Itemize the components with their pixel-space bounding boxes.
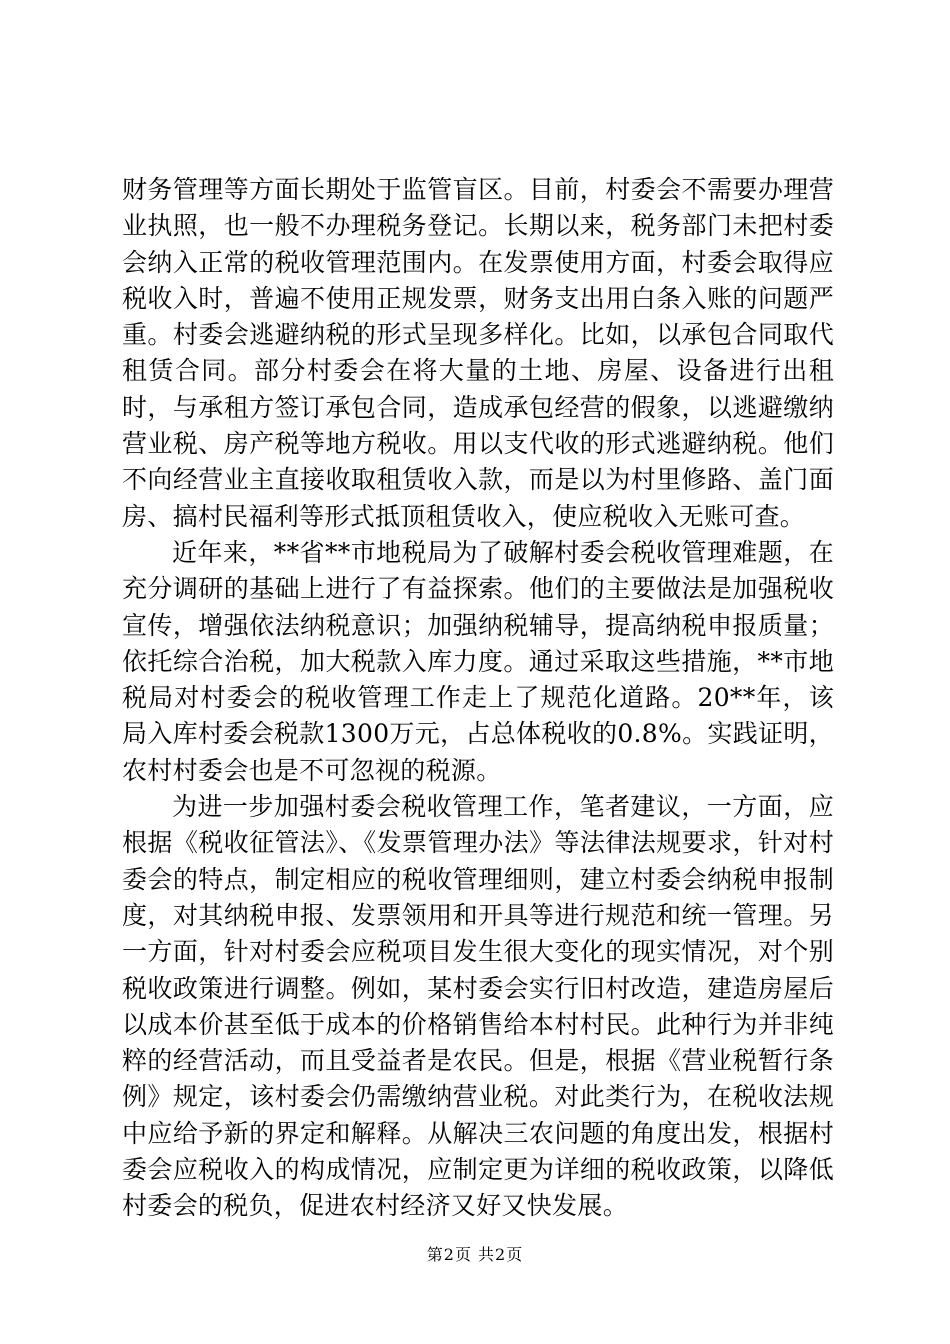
paragraph-2: 近年来，**省**市地税局为了破解村委会税收管理难题，在充分调研的基础上进行了有益探索。他们的主要做法是加强税收宣传，增强依法纳税意识；加强纳税辅导，提高纳税申报质量；依托综合治税，加大税款入库力度。通过采取这些措施，**市地税局对村委会的税收管理工作走上了规范化道路。20**年，该局入库村委会税款1300万元，占总体税收的0.8%。实践证明，农村村委会也是不可忽视的税源。: [122, 537, 834, 785]
paragraph-3: 为进一步加强村委会税收管理工作，笔者建议，一方面，应根据《税收征管法》、《发票管理办法》等法律法规要求，针对村委会的特点，制定相应的税收管理细则，建立村委会纳税申报制度，对其纳税申报、发票领用和开具等进行规范和统一管理。另一方面，针对村委会应税项目发生很大变化的现实情况，对个别税收政策进行调整。例如，某村委会实行旧村改造，建造房屋后以成本价甚至低于成本的价格销售给本村村民。此种行为并非纯粹的经营活动，而且受益者是农民。但是，根据《营业税暂行条例》规定，该村委会仍需缴纳营业税。对此类行为，在税收法规中应给予新的界定和解释。从解决三农问题的角度出发，根据村委会应税收入的构成情况，应制定更为详细的税收政策，以降低村委会的税负，促进农村经济又好又快发展。: [122, 792, 834, 1221]
page-number-footer: 第2页 共2页: [426, 1245, 524, 1264]
document-body: [122, 172, 834, 1225]
paragraph-1: 财务管理等方面长期处于监管盲区。目前，村委会不需要办理营业执照，也一般不办理税务登记。长期以来，税务部门未把村委会纳入正常的税收管理范围内。在发票使用方面，村委会取得应税收入时，普遍不使用正规发票，财务支出用白条入账的问题严重。村委会逃避纳税的形式呈现多样化。比如，以承包合同取代租赁合同。部分村委会在将大量的土地、房屋、设备进行出租时，与承租方签订承包合同，造成承包经营的假象，以逃避缴纳营业税、房产税等地方税收。用以支代收的形式逃避纳税。他们不向经营业主直接收取租赁收入款，而是以为村里修路、盖门面房、搞村民福利等形式抵顶租赁收入，使应税收入无账可查。: [122, 175, 834, 531]
